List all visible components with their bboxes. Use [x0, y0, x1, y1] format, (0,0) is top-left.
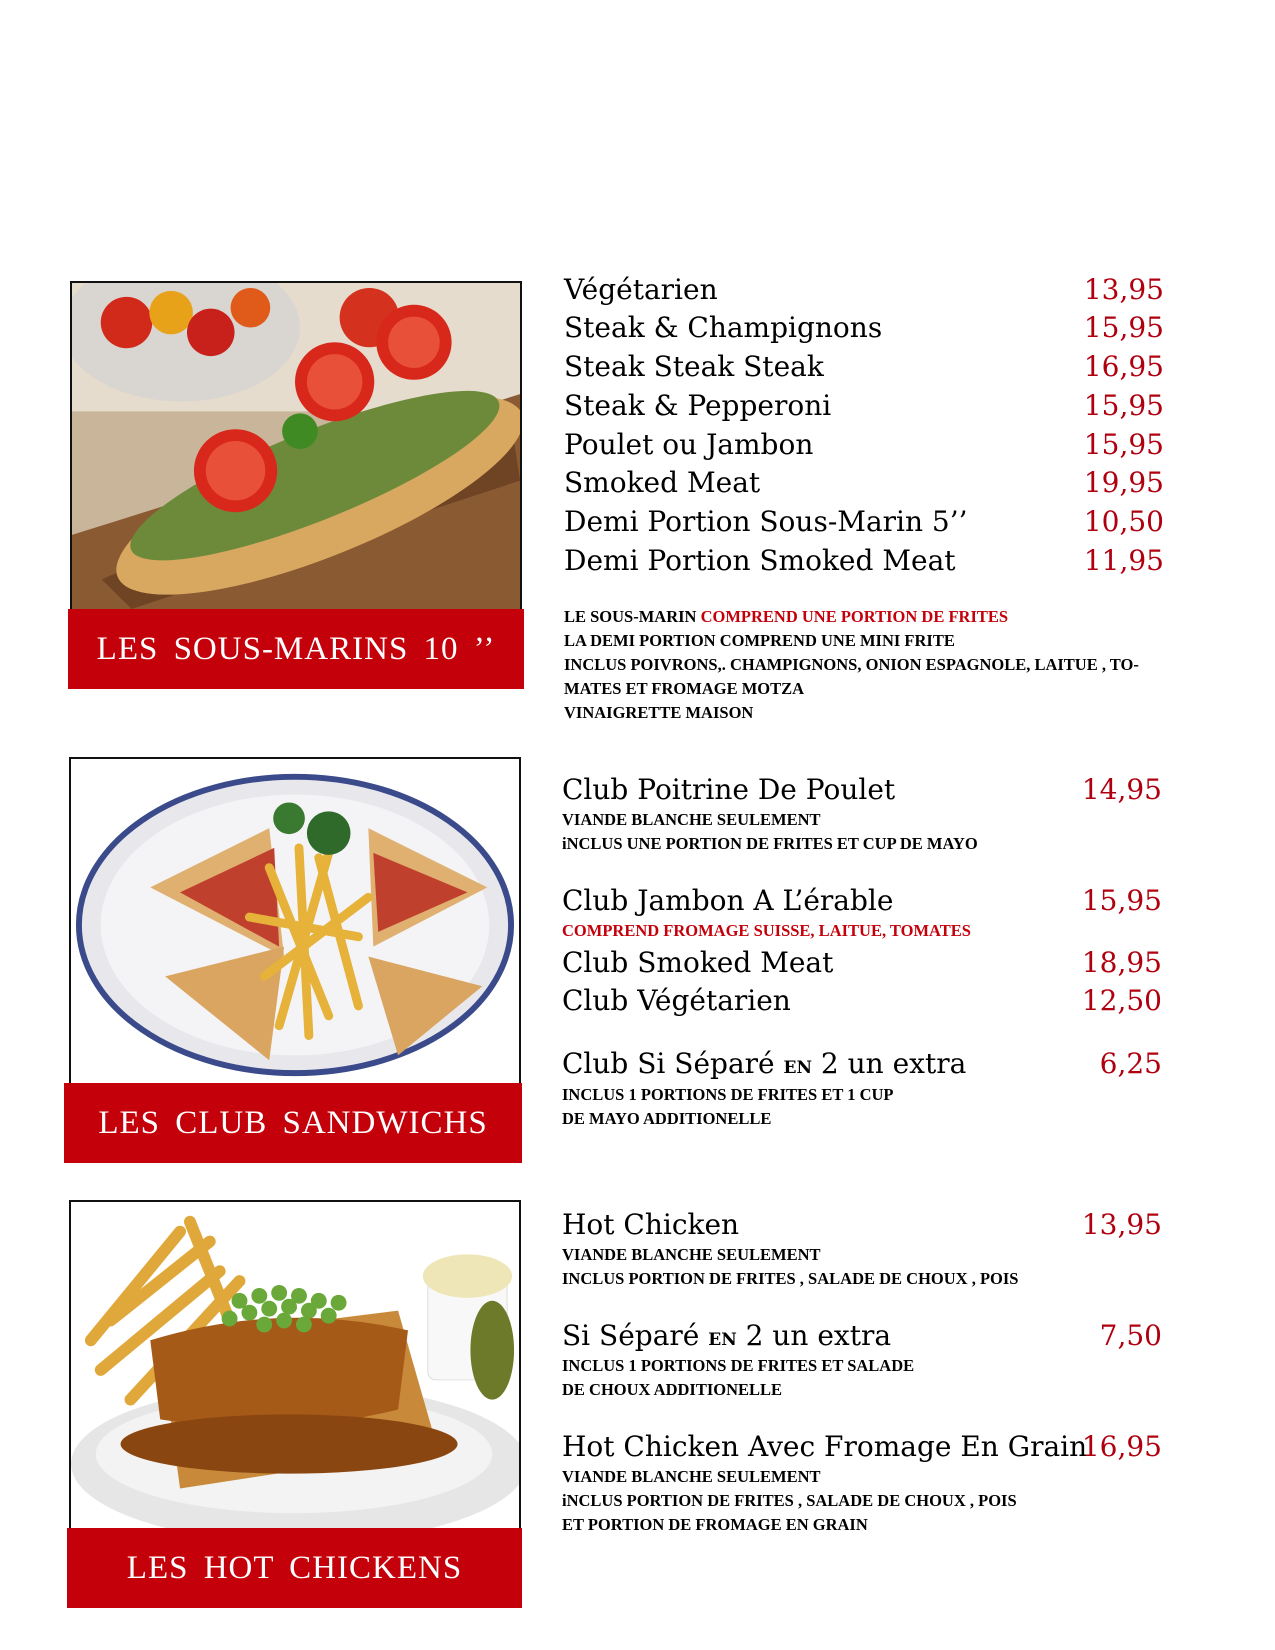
menu-item [562, 982, 1162, 1022]
item-note: iNCLUS UNE PORTION DE FRITES ET CUP DE MAYO [562, 834, 978, 853]
item-price: 11,95 [1083, 544, 1164, 577]
item-name: Hot Chicken Avec Fromage En Grain [562, 1430, 1088, 1463]
menu-item [562, 1045, 1162, 1085]
item-note: VIANDE BLANCHE SEULEMENT [562, 1245, 821, 1264]
item-name: Hot Chicken [562, 1208, 740, 1241]
item-price: 12,50 [1081, 984, 1162, 1017]
item-name: Steak & Champignons [564, 311, 883, 344]
item-note: ET PORTION DE FROMAGE EN GRAIN [562, 1515, 868, 1534]
item-note: INCLUS PORTION DE FRITES , SALADE DE CHOUX , POIS [562, 1269, 1019, 1288]
item-note: iNCLUS PORTION DE FRITES , SALADE DE CHOUX , POIS [562, 1491, 1017, 1510]
item-note: COMPREND FROMAGE SUISSE, LAITUE, TOMATES [562, 921, 971, 940]
menu-item [564, 309, 1164, 349]
item-name: Club Jambon A L’érable [562, 884, 894, 917]
item-name: Club Végétarien [562, 984, 791, 1017]
sous-marins-banner: LES SOUS-MARINS 10 ’’ [68, 609, 524, 689]
menu-item [562, 1317, 1162, 1357]
club-sandwichs-banner: LES CLUB SANDWICHS [64, 1083, 522, 1163]
menu-item [562, 944, 1162, 984]
menu-item [562, 1428, 1162, 1468]
item-note: MATES ET FROMAGE MOTZA [564, 679, 805, 698]
menu-item [562, 882, 1162, 922]
item-name: Smoked Meat [564, 466, 761, 499]
item-price: 13,95 [1083, 273, 1164, 306]
item-name: Club Si Séparé EN 2 un extra [562, 1047, 967, 1080]
item-price: 16,95 [1083, 350, 1164, 383]
item-price: 13,95 [1081, 1208, 1162, 1241]
item-price: 18,95 [1081, 946, 1162, 979]
item-note: VINAIGRETTE MAISON [564, 703, 754, 722]
item-price: 19,95 [1083, 466, 1164, 499]
item-price: 6,25 [1099, 1047, 1162, 1080]
item-name: Si Séparé EN 2 un extra [562, 1319, 892, 1352]
item-price: 15,95 [1083, 428, 1164, 461]
item-note [564, 605, 1008, 629]
menu-item [564, 387, 1164, 427]
item-name: Steak & Pepperoni [564, 389, 832, 422]
item-name: Steak Steak Steak [564, 350, 824, 383]
item-note: DE CHOUX ADDITIONELLE [562, 1380, 783, 1399]
menu-item [564, 542, 1164, 582]
menu-item [564, 348, 1164, 388]
menu-item [564, 503, 1164, 543]
item-note: INCLUS 1 PORTIONS DE FRITES ET 1 CUP [562, 1085, 894, 1104]
item-note: VIANDE BLANCHE SEULEMENT [562, 1467, 821, 1486]
hot-chicken-photo [69, 1200, 521, 1530]
note-text: LE SOUS-MARIN [564, 607, 701, 626]
menu-item [564, 271, 1164, 311]
item-note: INCLUS POIVRONS,. CHAMPIGNONS, ONION ESPAGNOLE, LAITUE , TO- [564, 655, 1139, 674]
item-price: 7,50 [1099, 1319, 1162, 1352]
menu-item [562, 771, 1162, 811]
item-name: Végétarien [564, 273, 718, 306]
item-note: VIANDE BLANCHE SEULEMENT [562, 810, 821, 829]
item-price: 16,95 [1081, 1430, 1162, 1463]
menu-item [562, 1206, 1162, 1246]
item-price: 15,95 [1083, 311, 1164, 344]
item-name: Club Poitrine De Poulet [562, 773, 896, 806]
item-name: Demi Portion Smoked Meat [564, 544, 956, 577]
item-name: Poulet ou Jambon [564, 428, 814, 461]
item-name: Club Smoked Meat [562, 946, 834, 979]
hot-chickens-banner: LES HOT CHICKENS [67, 1528, 522, 1608]
item-note: LA DEMI PORTION COMPREND UNE MINI FRITE [564, 631, 955, 650]
item-note: DE MAYO ADDITIONELLE [562, 1109, 772, 1128]
item-price: 14,95 [1081, 773, 1162, 806]
menu-item [564, 426, 1164, 466]
item-price: 10,50 [1083, 505, 1164, 538]
note-highlight: COMPREND UNE PORTION DE FRITES [700, 607, 1009, 626]
club-sandwich-photo [69, 757, 521, 1085]
item-note: INCLUS 1 PORTIONS DE FRITES ET SALADE [562, 1356, 915, 1375]
item-price: 15,95 [1083, 389, 1164, 422]
menu-item [564, 464, 1164, 504]
item-name: Demi Portion Sous-Marin 5’’ [564, 505, 968, 538]
sous-marin-photo [70, 281, 522, 611]
item-price: 15,95 [1081, 884, 1162, 917]
